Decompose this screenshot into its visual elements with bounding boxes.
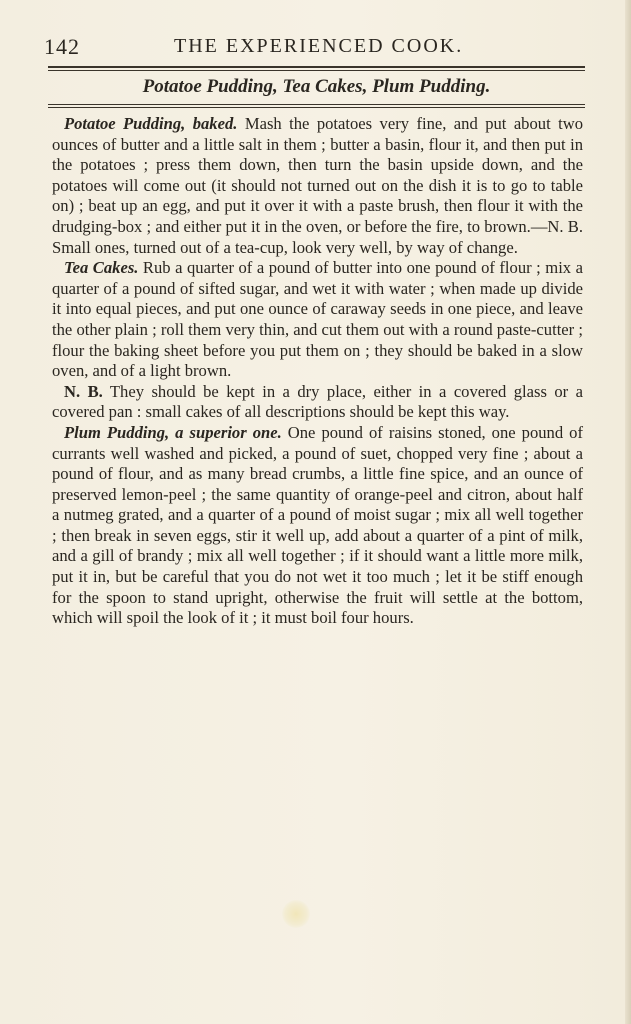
running-head: THE EXPERIENCED COOK. [174, 35, 464, 57]
title-rule-bottom-thin [48, 107, 585, 108]
page-number: 142 [44, 34, 80, 59]
page-stain [282, 900, 310, 928]
title-rule-bottom [48, 104, 585, 105]
header-rule-top [48, 66, 585, 68]
recipe-note [52, 382, 583, 423]
note-heading: N. B. [64, 381, 103, 401]
recipe-body: Mash the potatoes very fine, and put about two ounces of butter and a little salt in them ; butter a basin, flour it, and then put in the potatoes ; press them down, then turn the basin upside down, and the potatoes will come out (it should not turned out on the dish it is to go to table on) ; beat up an egg, and put it over it with a paste brush, then flour it with the drudging-box ; and either put it in the oven, or before the fire, to brown.—N. B. Small ones, turned out of a tea-cup, look very well, by way of change. [52, 114, 583, 257]
page-edge [625, 0, 631, 1024]
section-title: Potatoe Pudding, Tea Cakes, Plum Pudding. [142, 76, 491, 97]
recipe-heading: Plum Pudding, a superior one. [64, 422, 282, 442]
header-rule-top-thin [48, 70, 585, 71]
page-header [44, 28, 589, 62]
recipe-potatoe-pudding [52, 114, 583, 258]
recipe-body: Rub a quarter of a pound of butter into one pound of flour ; mix a quarter of a pound of sifted sugar, and wet it with water ; when made up divide it into equal pieces, and put one ounce of caraway seeds in one piece, and leave the other plain ; roll them very thin, and cut them out with a round paste-cutter ; flour the baking sheet before you put them on ; they should be baked in a slow oven, and of a light brown. [52, 258, 583, 381]
recipe-plum-pudding [52, 423, 583, 629]
recipe-heading: Potatoe Pudding, baked. [64, 114, 238, 133]
recipe-text [52, 114, 583, 629]
recipe-heading: Tea Cakes. [64, 258, 139, 278]
note-body: They should be kept in a dry place, either in a covered glass or a covered pan : small cakes of all descriptions should be kept this way. [52, 381, 583, 422]
recipe-body: One pound of raisins stoned, one pound of currants well washed and picked, a pound of suet, chopped very fine ; about a pound of flour, and as many bread crumbs, a little fine spice, and an ounce of preserved lemon-peel ; the same quantity of orange-peel and citron, about half a nutmeg grated, and a quarter of a pound of moist sugar ; mix all well together ; then break in seven eggs, stir it well up, add about a quarter of a pint of milk, and a gill of brandy ; mix all well together ; if it should want a little more milk, put it in, but be careful that you do not wet it too much ; let it be stiff enough for the spoon to stand upright, otherwise the fruit will settle at the bottom, which will spoil the look of it ; it must boil four hours. [52, 422, 583, 628]
recipe-tea-cakes [52, 258, 583, 382]
